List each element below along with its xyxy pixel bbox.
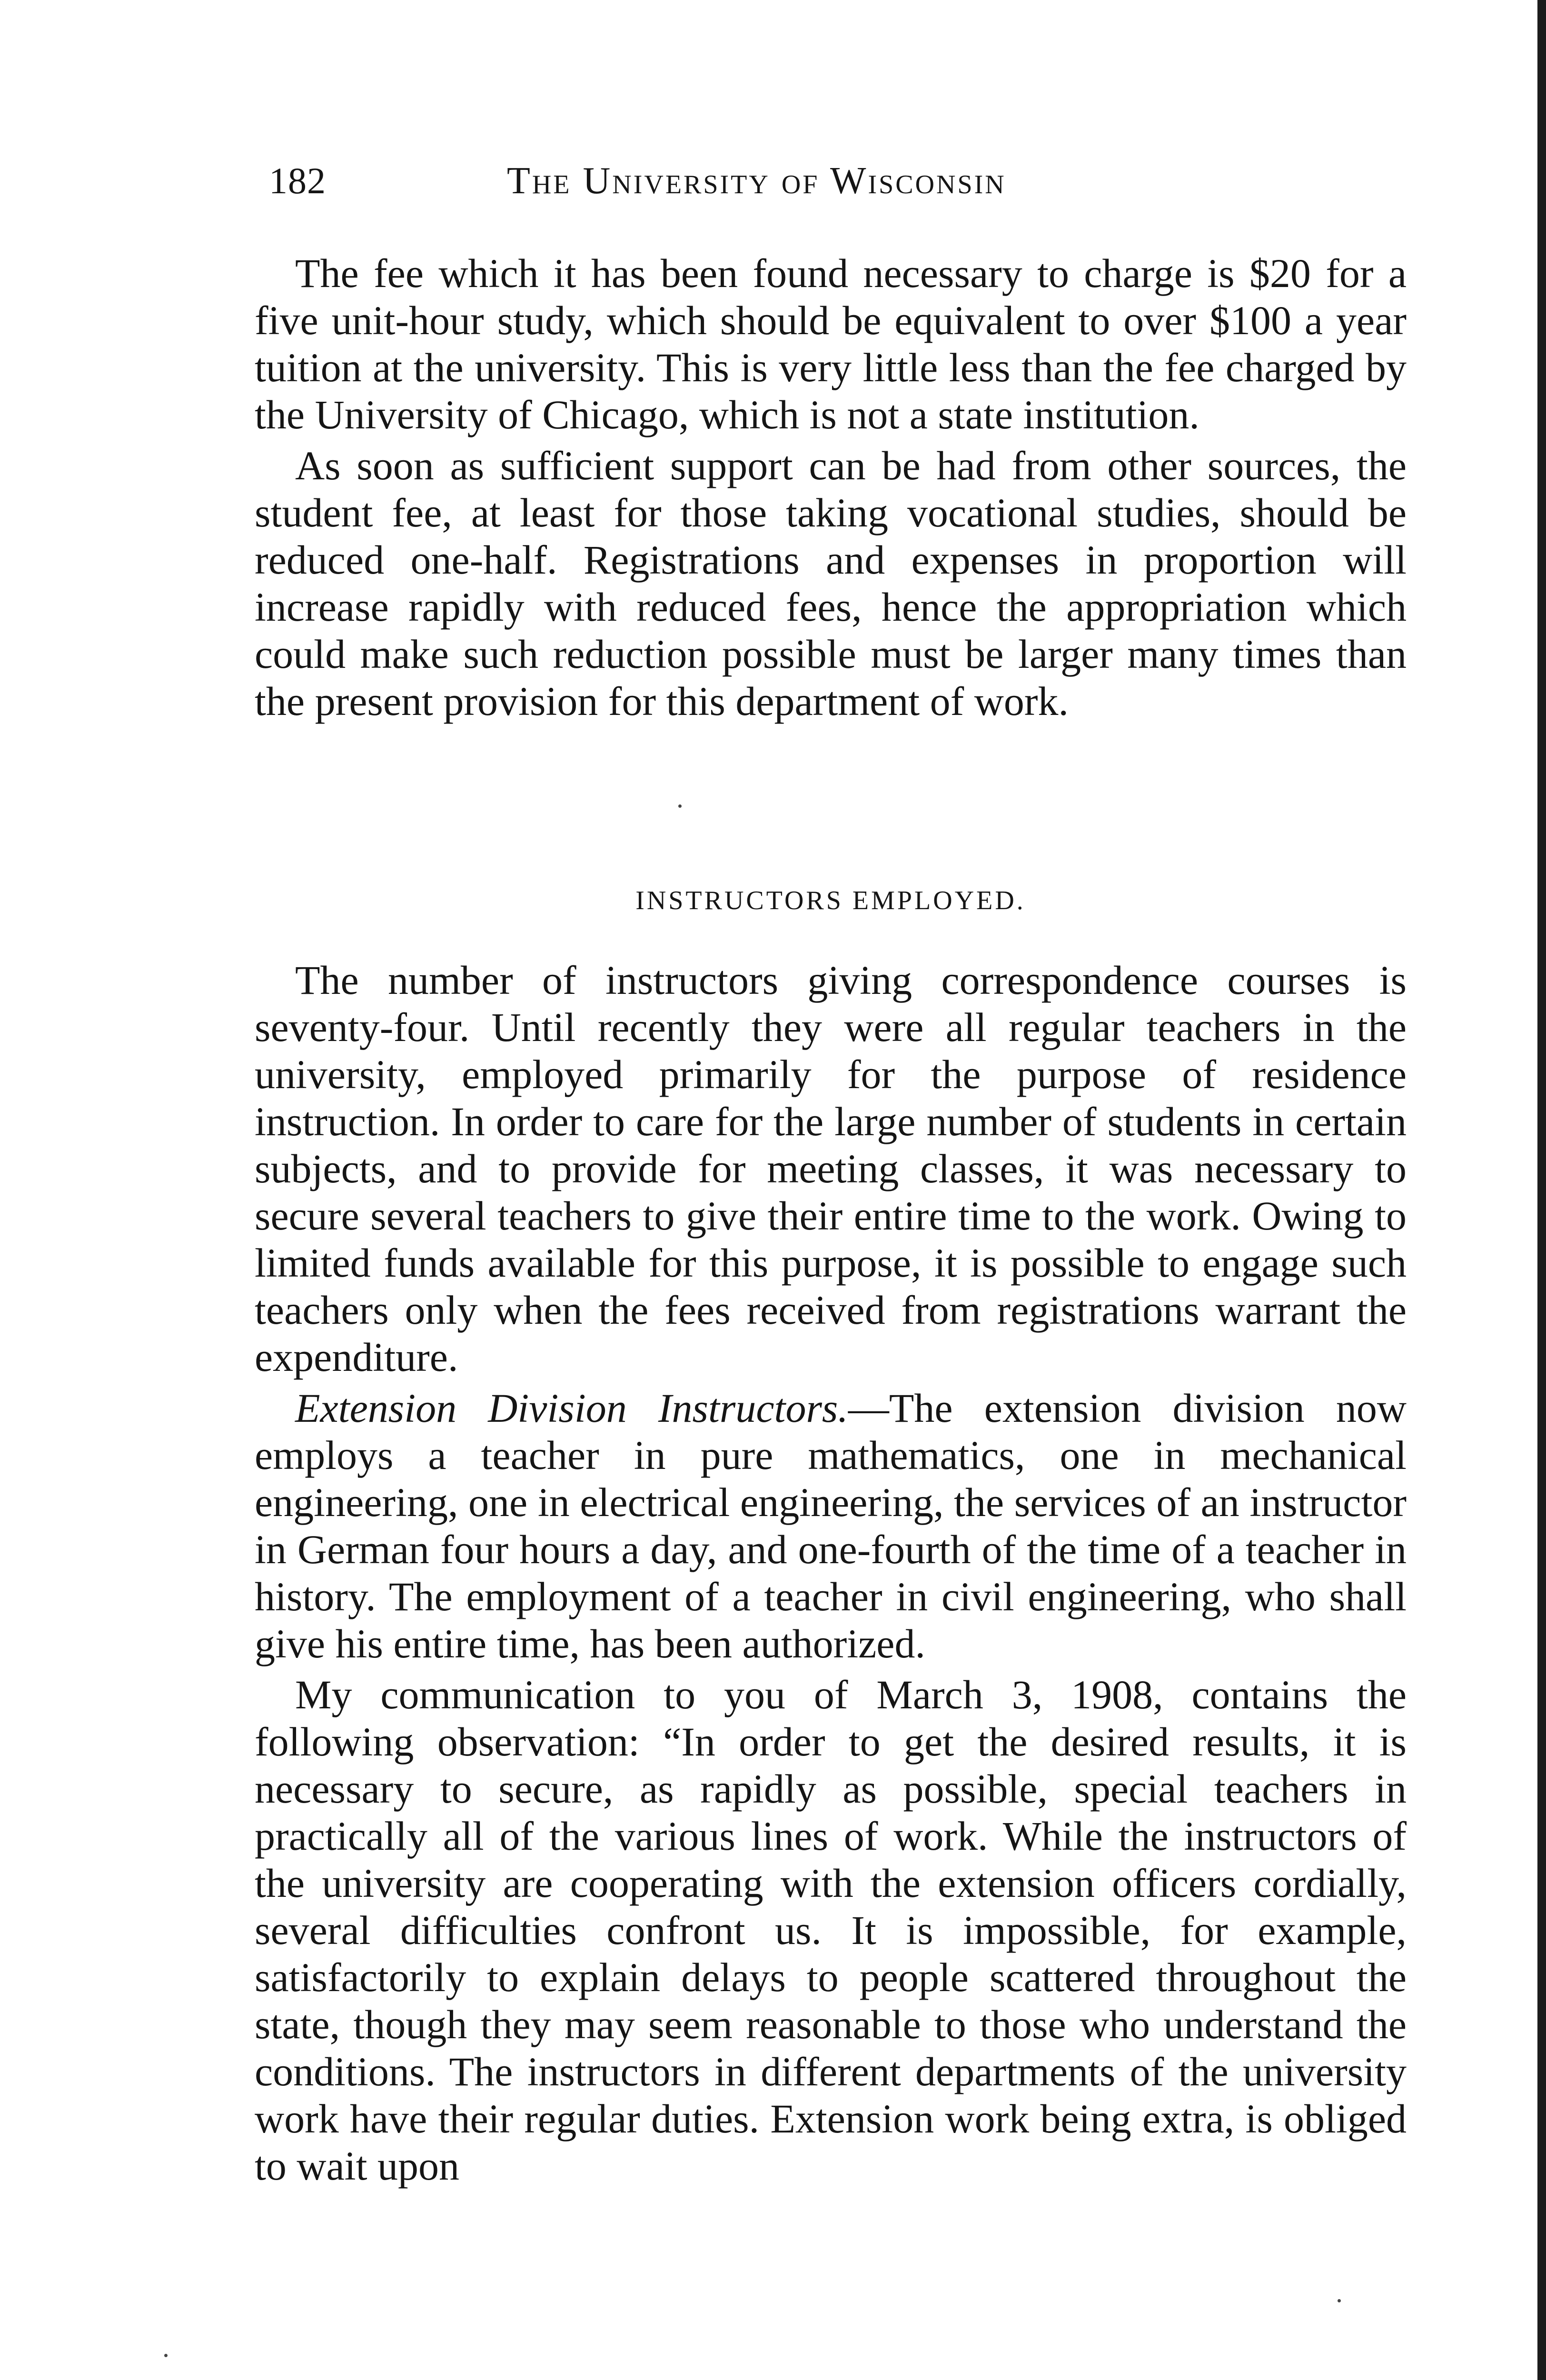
top-text-block (255, 250, 1407, 725)
running-title: The University of Wisconsin (507, 160, 1006, 202)
page-number: 182 (269, 160, 326, 201)
paper-speck (678, 804, 682, 808)
extension-instructors-lead-in: Extension Division Instructors. (295, 1385, 848, 1431)
extension-instructors-paragraph (255, 1385, 1407, 1667)
page-header (255, 159, 1397, 221)
reduction-paragraph: As soon as sufficient support can be had from other sources, the student fee, at least for those taking vocational studies, should be reduced one-half. Registrations and expenses in proportion will increase rapidly with reduced fees, hence the appropriation which could make such reduction possible must be larger many times than the present provision for this department of work. (255, 443, 1407, 724)
paper-speck (164, 2354, 168, 2357)
instructors-count-paragraph: The number of instructors giving correspondence courses is seventy-four. Until recently they were all regular teachers in the university, employed primarily for the purpose of residence instruction. In order to care for the large number of students in certain subjects, and to provide for meeting classes, it was necessary to secure several teachers to give their entire time to the work. Owing to limited funds available for this purpose, it is possible to engage such teachers only when the fees received from registrations warrant the expenditure. (255, 957, 1407, 1380)
page-edge-shadow (1537, 0, 1546, 2380)
extension-instructors-body: —The extension division now employs a teacher in pure mathematics, one in mechanical engineering, one in electrical engineering, the services of an instructor in German four hours a day, and one-fourth of the time of a teacher in history. The employment of a teacher in civil engineering, who shall give his entire time, has been authorized. (255, 1385, 1407, 1666)
fee-paragraph: The fee which it has been found necessary to charge is $20 for a five unit-hour study, which should be equivalent to over $100 a year tuition at the university. This is very little less than the fee charged by the University of Chicago, which is not a state institution. (255, 250, 1407, 437)
paper-speck (1338, 2299, 1341, 2302)
instructors-text-block (255, 957, 1407, 2190)
section-heading: INSTRUCTORS EMPLOYED. (635, 886, 1026, 915)
communication-paragraph: My communication to you of March 3, 1908, contains the following observation: “In order to get the desired results, it is necessary to secure, as rapidly as possible, special teachers in practically all of the various lines of work. While the instructors of the university are cooperating with the extension officers cordially, several difficulties confront us. It is impossible, for example, satisfactorily to explain delays to people scattered throughout the state, though they may seem reasonable to those who understand the conditions. The instructors in different departments of the university work have their regular duties. Extension work being extra, is obliged to wait upon (255, 1672, 1407, 2189)
